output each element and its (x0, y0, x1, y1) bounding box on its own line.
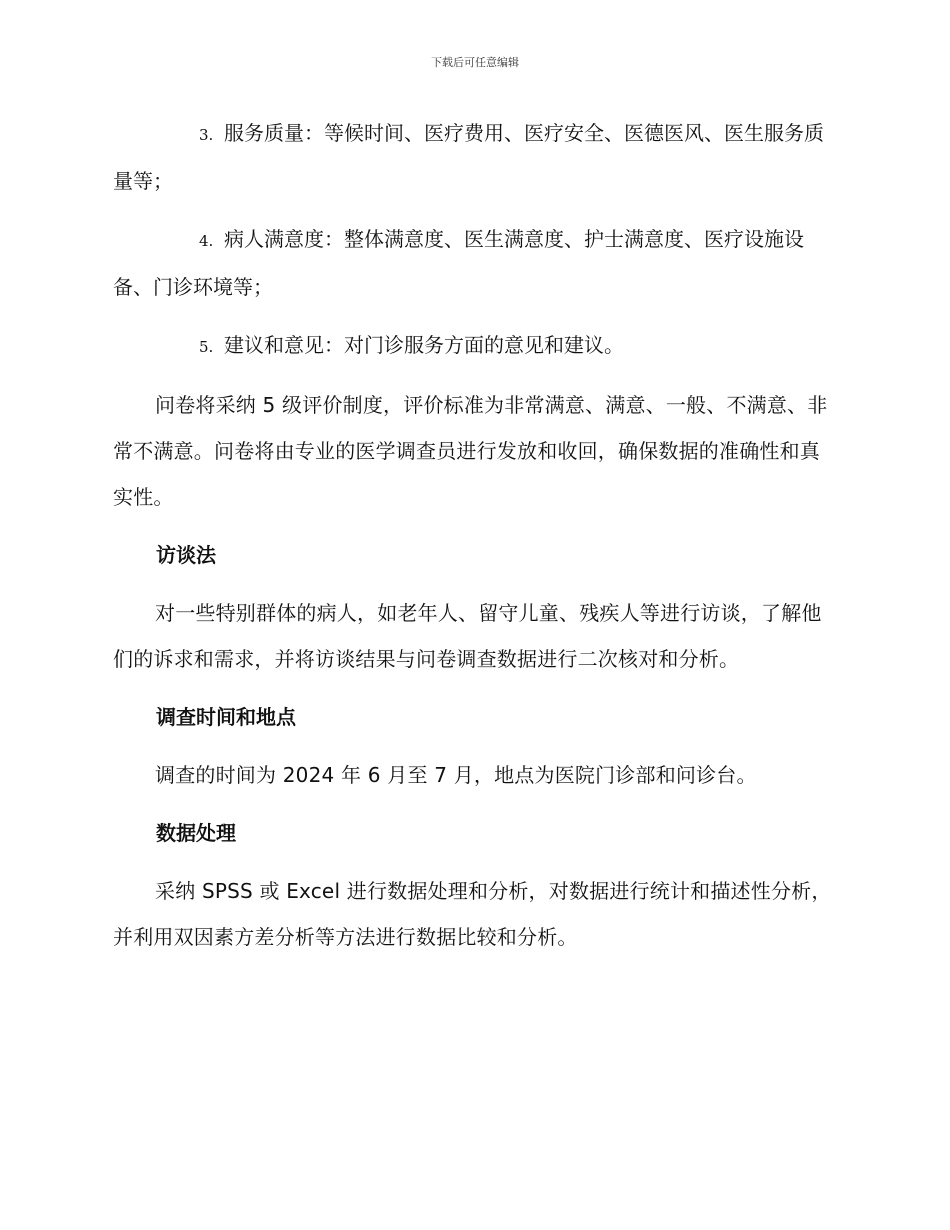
list-text: 病人满意度：整体满意度、医生满意度、护士满意度、医疗设施设备、门诊环境等； (113, 227, 804, 299)
list-item-5 (113, 322, 835, 370)
rating-paragraph: 问卷将采纳 5 级评价制度，评价标准为非常满意、满意、一般、不满意、非常不满意。问卷将由专业的医学调查员进行发放和收回，确保数据的准确性和真实性。 (113, 393, 828, 509)
data-processing-heading: 数据处理 (156, 821, 236, 845)
list-number: 4. (199, 232, 214, 250)
list-item-4 (113, 216, 835, 310)
interview-paragraph: 对一些特别群体的病人，如老年人、留守儿童、残疾人等进行访谈，了解他们的诉求和需求，并将访谈结果与问卷调查数据进行二次核对和分析。 (113, 601, 822, 671)
page-header-note: 下载后可任意编辑 (431, 56, 519, 69)
list-text: 建议和意见：对门诊服务方面的意见和建议。 (224, 333, 624, 357)
time-place-paragraph: 调查的时间为 2024 年 6 月至 7 月，地点为医院门诊部和问诊台。 (155, 763, 757, 787)
list-text: 服务质量：等候时间、医疗费用、医疗安全、医德医风、医生服务质量等； (113, 121, 824, 193)
interview-heading: 访谈法 (156, 543, 216, 567)
time-place-heading: 调查时间和地点 (156, 705, 296, 729)
list-number: 5. (199, 338, 214, 356)
list-item-3 (113, 110, 835, 204)
list-number: 3. (199, 126, 214, 144)
document-body (113, 110, 835, 972)
data-processing-paragraph: 采纳 SPSS 或 Excel 进行数据处理和分析，对数据进行统计和描述性分析，并利用双因素方差分析等方法进行数据比较和分析。 (113, 879, 832, 949)
